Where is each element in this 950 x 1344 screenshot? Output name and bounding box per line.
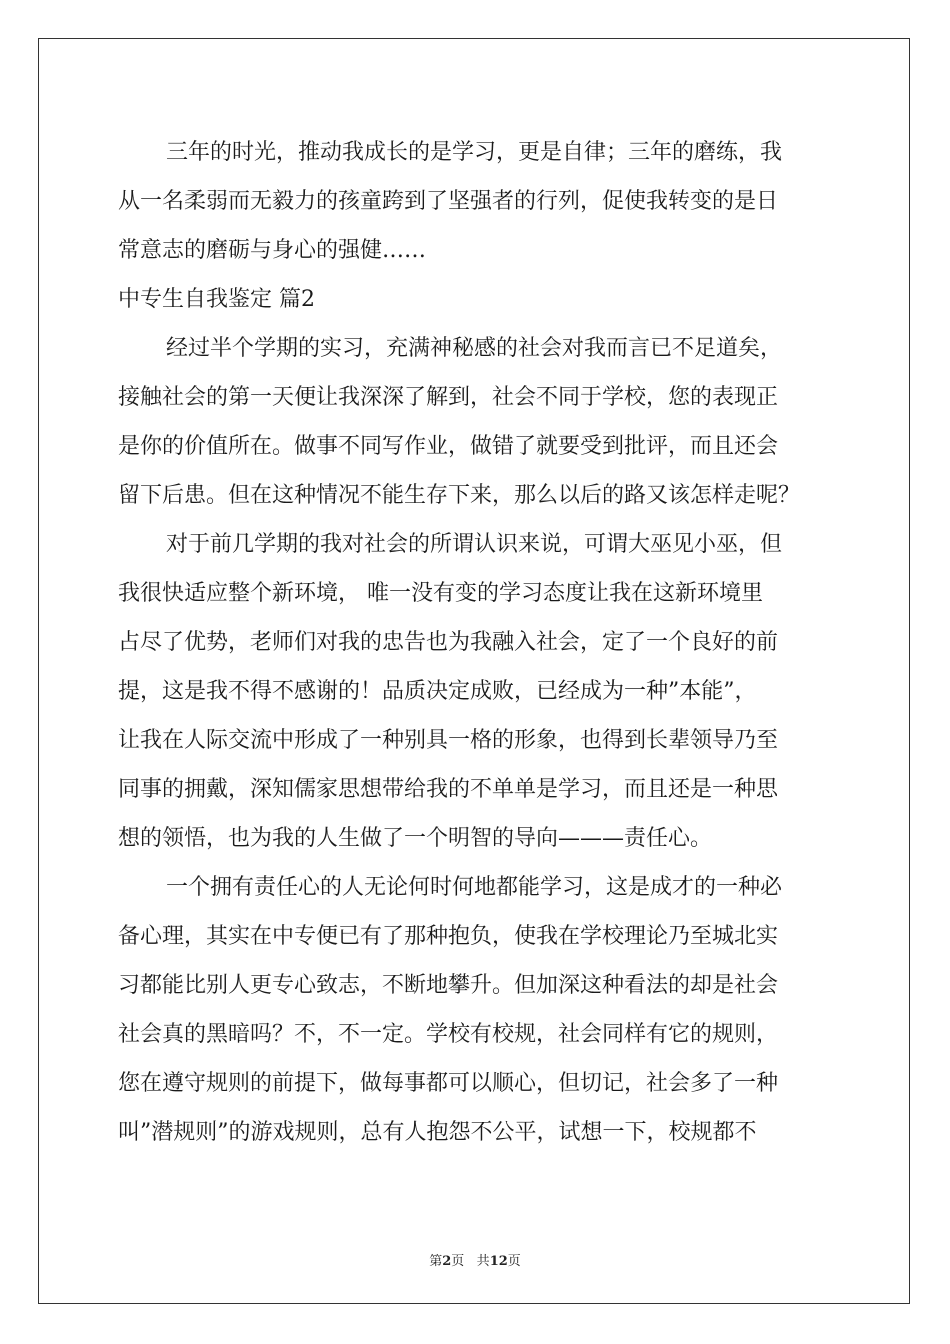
total-page-count: 12 bbox=[489, 1254, 508, 1269]
text-line: 习都能比别人更专心致志，不断地攀升。但加深这种看法的却是社会 bbox=[118, 973, 779, 998]
footer-page-suffix: 页 bbox=[451, 1254, 465, 1269]
text-line: 经过半个学期的实习，充满神秘感的社会对我而言已不足道矣， bbox=[166, 336, 783, 361]
text-line: 叫”潜规则”的游戏规则，总有人抱怨不公平，试想一下，校规都不 bbox=[118, 1120, 757, 1145]
text-line: 我很快适应整个新环境， 唯一没有变的学习态度让我在这新环境里 bbox=[118, 581, 763, 606]
paragraph-4 bbox=[118, 863, 834, 1157]
section-heading: 中专生自我鉴定 篇2 bbox=[118, 287, 315, 312]
text-line: 想的领悟，也为我的人生做了一个明智的导向———责任心。 bbox=[118, 826, 713, 851]
text-line: 您在遵守规则的前提下，做每事都可以顺心，但切记，社会多了一种 bbox=[118, 1071, 779, 1096]
current-page-number: 2 bbox=[442, 1254, 452, 1269]
text-line: 一个拥有责任心的人无论何时何地都能学习，这是成才的一种必 bbox=[166, 875, 783, 900]
footer-prefix: 第 bbox=[429, 1254, 443, 1269]
document-body bbox=[118, 128, 834, 1157]
text-line: 从一名柔弱而无毅力的孩童跨到了坚强者的行列，促使我转变的是日 bbox=[118, 189, 779, 214]
text-line: 备心理，其实在中专便已有了那种抱负，使我在学校理论乃至城北实 bbox=[118, 924, 779, 949]
text-line: 对于前几学期的我对社会的所谓认识来说，可谓大巫见小巫，但 bbox=[166, 532, 783, 557]
page-footer bbox=[0, 1250, 950, 1269]
text-line: 接触社会的第一天便让我深深了解到，社会不同于学校，您的表现正 bbox=[118, 385, 779, 410]
text-line: 提，这是我不得不感谢的！品质决定成败，已经成为一种”本能”， bbox=[118, 679, 757, 704]
text-line: 让我在人际交流中形成了一种别具一格的形象，也得到长辈领导乃至 bbox=[118, 728, 779, 753]
paragraph-3 bbox=[118, 520, 834, 863]
text-line: 同事的拥戴，深知儒家思想带给我的不单单是学习，而且还是一种思 bbox=[118, 777, 779, 802]
footer-total-prefix: 共 bbox=[476, 1254, 490, 1269]
text-line: 三年的时光，推动我成长的是学习，更是自律；三年的磨练，我 bbox=[166, 140, 783, 165]
text-line: 留下后患。但在这种情况不能生存下来，那么以后的路又该怎样走呢？ bbox=[118, 483, 801, 508]
paragraph-1 bbox=[118, 128, 834, 275]
text-line: 占尽了优势，老师们对我的忠告也为我融入社会，定了一个良好的前 bbox=[118, 630, 779, 655]
text-line: 社会真的黑暗吗？不，不一定。学校有校规，社会同样有它的规则， bbox=[118, 1022, 779, 1047]
text-line: 常意志的磨砺与身心的强健…… bbox=[118, 238, 427, 263]
paragraph-2 bbox=[118, 324, 834, 520]
footer-total-suffix: 页 bbox=[507, 1254, 521, 1269]
text-line: 是你的价值所在。做事不同写作业，做错了就要受到批评，而且还会 bbox=[118, 434, 779, 459]
